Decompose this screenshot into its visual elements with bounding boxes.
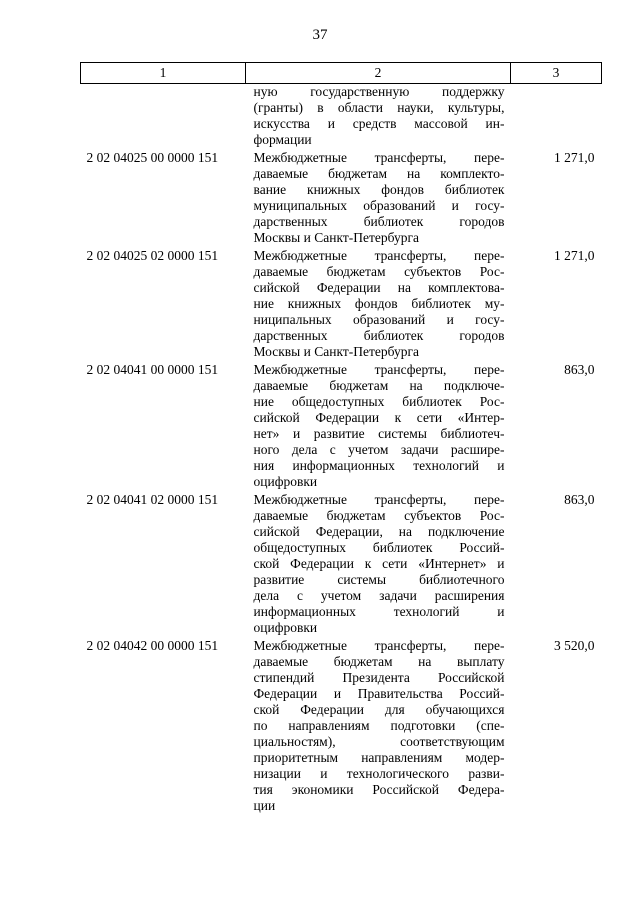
description-line: сийской Федерации, на подключение [253, 524, 505, 539]
description-line: Москвы и Санкт-Петербурга [253, 230, 419, 245]
description-line: нет» и развитие системы библиотеч- [253, 426, 505, 441]
description-line: по направлениям подготовки (спе- [253, 718, 505, 733]
row-amount: 1 271,0 [554, 248, 595, 263]
row-amount: 863,0 [564, 362, 595, 377]
description-line: Федерации и Правительства Россий- [253, 686, 505, 701]
header-col-2: 2 [246, 63, 511, 84]
row-code: 2 02 04042 00 0000 151 [86, 638, 219, 653]
row-code: 2 02 04041 00 0000 151 [86, 362, 219, 377]
table-row [81, 362, 602, 492]
description-line: вание книжных фондов библиотек [253, 182, 505, 197]
row-description [246, 84, 511, 151]
description-line: ние общедоступных библиотек Рос- [253, 394, 505, 409]
description-line: оцифровки [253, 620, 318, 635]
description-line: Межбюджетные трансферты, пере- [253, 492, 505, 507]
table-row [81, 492, 602, 638]
page-number: 37 [312, 27, 328, 43]
description-line: низации и технологического разви- [253, 766, 505, 781]
row-code [81, 84, 246, 151]
description-line: общедоступных библиотек Россий- [253, 540, 505, 555]
row-amount: 1 271,0 [554, 150, 595, 165]
description-line: ции [253, 798, 276, 813]
description-line: ние книжных фондов библиотек му- [253, 296, 505, 311]
table-row [81, 84, 602, 151]
description-line: муниципальных образований и госу- [253, 198, 505, 213]
description-line: даваемые бюджетам на комплекто- [253, 166, 505, 181]
description-line: оцифровки [253, 474, 318, 489]
description-line: даваемые бюджетам на выплату [253, 654, 505, 669]
description-line: искусства и средств массовой ин- [253, 116, 505, 131]
table-row [81, 248, 602, 362]
description-line: ниципальных образований и госу- [253, 312, 505, 327]
row-code: 2 02 04041 02 0000 151 [86, 492, 219, 507]
description-line: ской Федерации для обучающихся [253, 702, 505, 717]
description-line: Межбюджетные трансферты, пере- [253, 150, 505, 165]
row-description [246, 150, 511, 248]
row-description [246, 248, 511, 362]
row-amount: 863,0 [564, 492, 595, 507]
description-line: Межбюджетные трансферты, пере- [253, 638, 505, 653]
description-line: стипендий Президента Российской [253, 670, 505, 685]
table-body [81, 84, 602, 817]
table-header [81, 63, 602, 84]
description-line: ния информационных технологий и [253, 458, 505, 473]
description-line: дарственных библиотек городов [253, 214, 505, 229]
description-line: формации [253, 132, 312, 147]
description-line: даваемые бюджетам субъектов Рос- [253, 508, 505, 523]
description-line: дела с учетом задачи расширения [253, 588, 505, 603]
description-line: ную государственную поддержку [253, 84, 505, 99]
description-line: Межбюджетные трансферты, пере- [253, 362, 505, 377]
description-line: сийской Федерации на комплектова- [253, 280, 505, 295]
description-line: ного дела с учетом задачи расшире- [253, 442, 505, 457]
budget-table [80, 62, 602, 816]
description-line: развитие системы библиотечного [253, 572, 505, 587]
row-code: 2 02 04025 02 0000 151 [86, 248, 219, 263]
row-amount: 3 520,0 [554, 638, 595, 653]
description-line: приоритетным направлениям модер- [253, 750, 505, 765]
row-description [246, 362, 511, 492]
description-line: Межбюджетные трансферты, пере- [253, 248, 505, 263]
row-amount [511, 84, 602, 151]
row-code: 2 02 04025 00 0000 151 [86, 150, 219, 165]
description-line: Москвы и Санкт-Петербурга [253, 344, 419, 359]
description-line: циальностям), соответствующим [253, 734, 505, 749]
description-line: даваемые бюджетам субъектов Рос- [253, 264, 505, 279]
row-description [246, 638, 511, 816]
description-line: (гранты) в области науки, культуры, [253, 100, 505, 115]
description-line: даваемые бюджетам на подключе- [253, 378, 505, 393]
description-line: дарственных библиотек городов [253, 328, 505, 343]
table-row [81, 638, 602, 816]
description-line: ской Федерации к сети «Интернет» и [253, 556, 505, 571]
description-line: сийской Федерации к сети «Интер- [253, 410, 505, 425]
row-description [246, 492, 511, 638]
header-col-1: 1 [81, 63, 246, 84]
header-col-3: 3 [511, 63, 602, 84]
description-line: тия экономики Российской Федера- [253, 782, 505, 797]
description-line: информационных технологий и [253, 604, 505, 619]
table-row [81, 150, 602, 248]
